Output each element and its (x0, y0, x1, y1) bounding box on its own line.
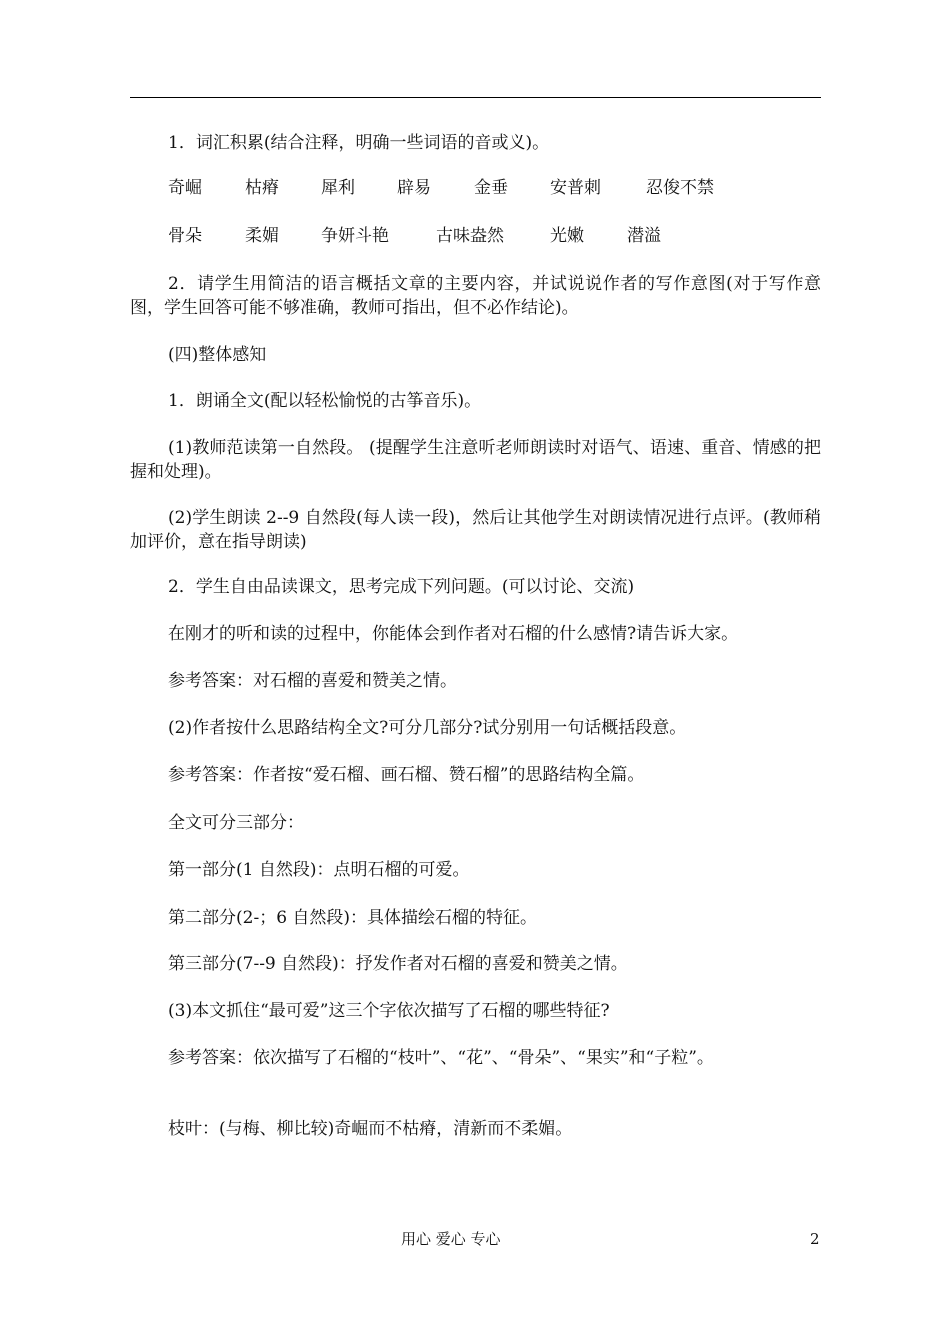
vocab-word: 骨朵 (168, 226, 202, 246)
vocab-word: 争妍斗艳 (321, 226, 389, 246)
vocab-word: 忍俊不禁 (646, 178, 714, 198)
free-reading-heading: 2．学生自由品读课文，思考完成下列问题。(可以讨论、交流) (168, 577, 635, 597)
question-structure: (2)作者按什么思路结构全文?可分几部分?试分别用一句话概括段意。 (168, 718, 687, 738)
question-feeling: 在刚才的听和读的过程中，你能体会到作者对石榴的什么感情?请告诉大家。 (168, 624, 739, 644)
page-number: 2 (810, 1230, 820, 1248)
vocab-word: 犀利 (321, 178, 355, 198)
vocab-word: 金垂 (474, 178, 508, 198)
section-heading: (四)整体感知 (168, 345, 267, 365)
answer-3: 参考答案：依次描写了石榴的“枝叶”、“花”、“骨朵”、“果实”和“子粒”。 (168, 1048, 714, 1068)
vocab-row-2 (0, 224, 950, 248)
part-1: 第一部分(1 自然段)：点明石榴的可爱。 (168, 860, 470, 880)
question-2-paragraph: 2．请学生用简洁的语言概括文章的主要内容，并试说说作者的写作意图(对于写作意图，学生回答可能不够准确，教师可指出，但不必作结论)。 (130, 274, 821, 318)
vocab-word: 奇崛 (168, 178, 202, 198)
answer-structure: 参考答案：作者按“爱石榴、画石榴、赞石榴”的思路结构全篇。 (168, 765, 645, 785)
answer-feeling: 参考答案：对石榴的喜爱和赞美之情。 (168, 671, 457, 691)
vocab-row-1 (0, 176, 950, 200)
question-3: (3)本文抓住“最可爱”这三个字依次描写了石榴的哪些特征? (168, 1001, 610, 1021)
reading-item-1: (1)教师范读第一自然段。 (提醒学生注意听老师朗读时对语气、语速、重音、情感的把握和处理)。 (130, 438, 821, 482)
branch-description: 枝叶：(与梅、柳比较)奇崛而不枯瘠，清新而不柔媚。 (168, 1119, 573, 1139)
footer-motto: 用心 爱心 专心 (401, 1230, 501, 1248)
reading-item-2: (2)学生朗读 2--9 自然段(每人读一段)，然后让其他学生对朗读情况进行点评。(教师稍加评价，意在指导朗读) (130, 508, 821, 552)
vocab-word: 古味盎然 (436, 226, 504, 246)
vocab-word: 潜溢 (627, 226, 661, 246)
vocab-heading: 1．词汇积累(结合注释，明确一些词语的音或义)。 (168, 133, 550, 153)
part-2: 第二部分(2-；6 自然段)：具体描绘石榴的特征。 (168, 908, 538, 928)
three-parts-heading: 全文可分三部分： (168, 813, 304, 833)
vocab-word: 光嫩 (550, 226, 584, 246)
reading-heading: 1．朗诵全文(配以轻松愉悦的古筝音乐)。 (168, 391, 482, 411)
vocab-word: 安普刺 (550, 178, 601, 198)
header-rule (130, 97, 821, 98)
vocab-word: 辟易 (397, 178, 431, 198)
vocab-word: 柔媚 (245, 226, 279, 246)
part-3: 第三部分(7--9 自然段)：抒发作者对石榴的喜爱和赞美之情。 (168, 954, 628, 974)
vocab-word: 枯瘠 (245, 178, 279, 198)
